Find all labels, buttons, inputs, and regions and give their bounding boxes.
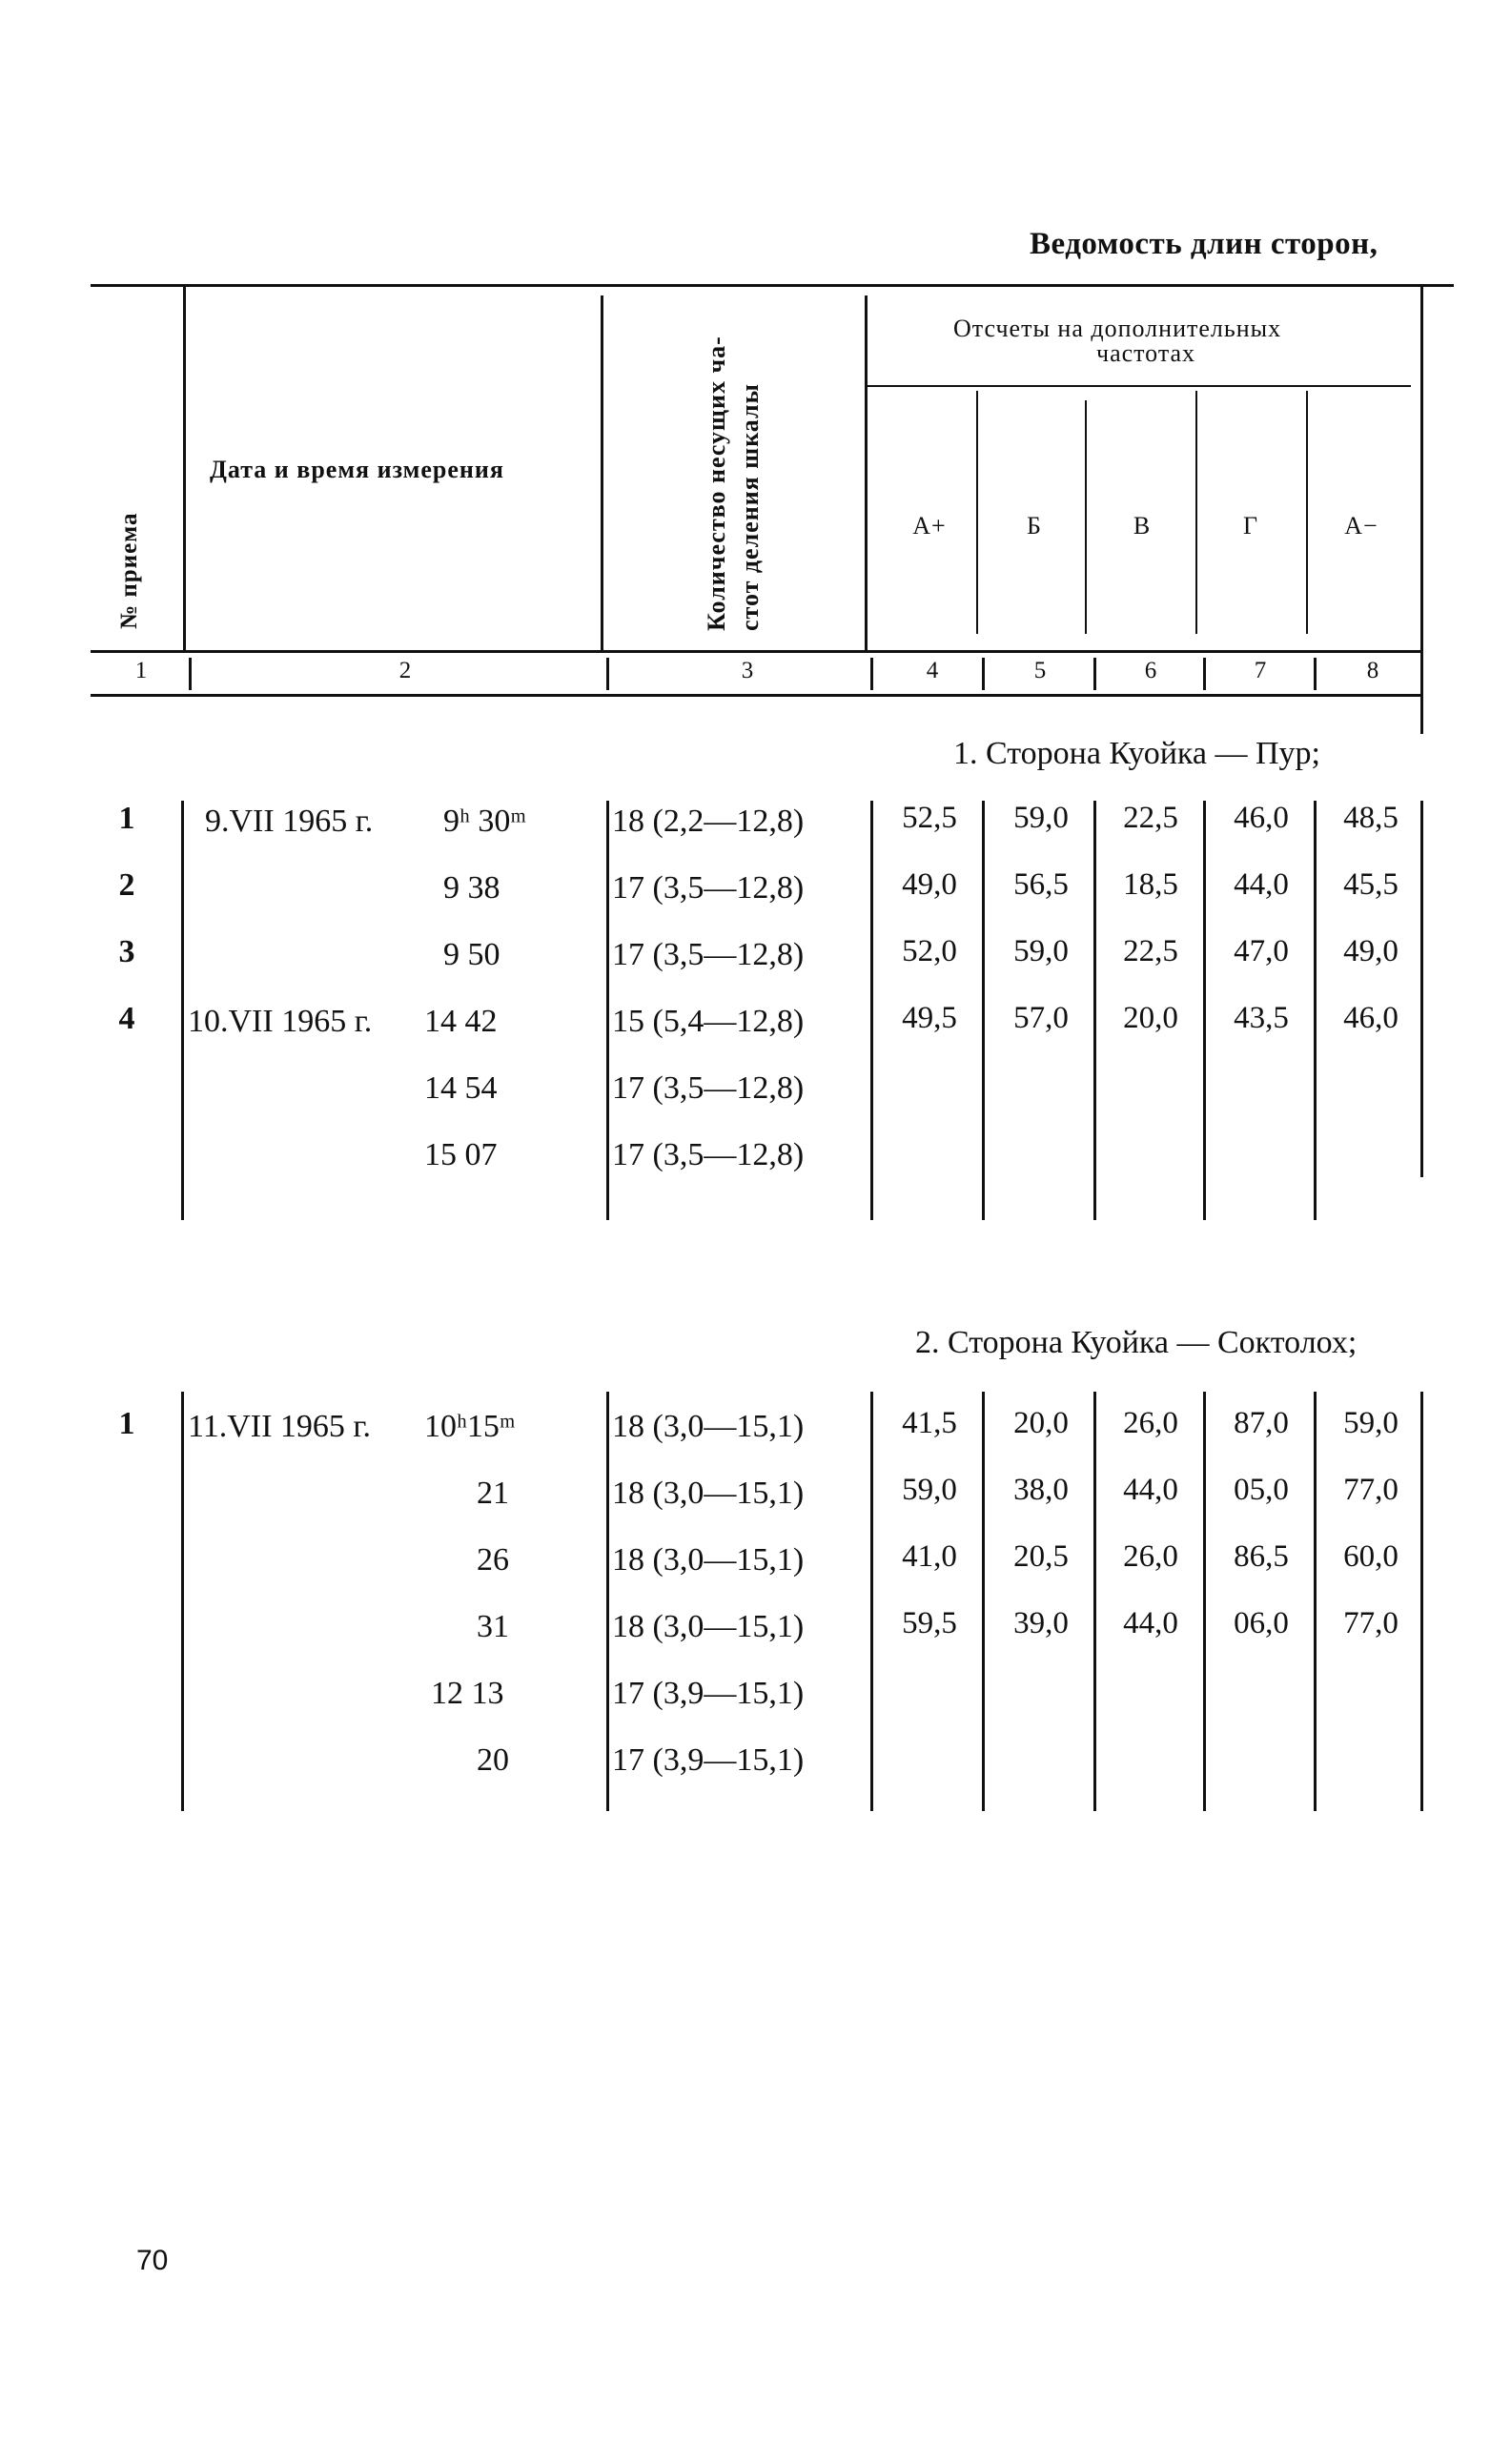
reading-g: 44,0 [1234, 867, 1289, 902]
receipt-number: 2 [118, 867, 135, 903]
reading-b: 59,0 [1013, 934, 1069, 968]
carrier-frequencies: 18 (3,0—15,1) [612, 1409, 805, 1444]
carrier-frequencies: 18 (3,0—15,1) [612, 1609, 805, 1644]
section-title: 2. Сторона Куойка — Соктолох; [915, 1325, 1358, 1360]
measurement-date: 9.VII 1965 г. [205, 804, 374, 839]
reading-b: 20,0 [1013, 1406, 1069, 1440]
header-a-plus: А+ [912, 512, 947, 540]
reading-v: 44,0 [1123, 1606, 1178, 1640]
reading-v: 22,5 [1123, 801, 1178, 835]
reading-a-plus: 49,5 [902, 1001, 957, 1035]
reading-v: 22,5 [1123, 934, 1178, 968]
reading-a-minus: 77,0 [1343, 1473, 1399, 1507]
reading-a-minus: 46,0 [1343, 1001, 1399, 1035]
column-number: 8 [1366, 658, 1379, 683]
page-number: 70 [136, 2245, 169, 2276]
measurement-time: 9ʰ 30ᵐ [443, 804, 527, 839]
header-carrier-count-line2: стот деления шкалы [736, 383, 764, 631]
header-carrier-count-line1: Количество несущих ча- [703, 336, 730, 631]
page-title: Ведомость длин сторон, [1030, 227, 1378, 261]
reading-a-plus: 52,5 [902, 801, 957, 835]
reading-a-plus: 59,0 [902, 1473, 957, 1507]
measurement-time: 15 07 [424, 1137, 498, 1172]
reading-a-plus: 41,0 [902, 1539, 957, 1574]
reading-g: 87,0 [1234, 1406, 1289, 1440]
header-v: В [1133, 512, 1152, 540]
reading-a-minus: 60,0 [1343, 1539, 1399, 1574]
receipt-number: 1 [118, 801, 135, 836]
measurement-time: 9 50 [443, 937, 500, 972]
reading-a-plus: 41,5 [902, 1406, 957, 1440]
reading-b: 38,0 [1013, 1473, 1069, 1507]
carrier-frequencies: 18 (2,2—12,8) [612, 804, 805, 839]
measurement-time: 20 [477, 1742, 509, 1778]
header-g: Г [1242, 512, 1259, 540]
header-a-minus: А− [1344, 512, 1378, 540]
column-number: 2 [398, 658, 412, 683]
carrier-frequencies: 17 (3,9—15,1) [612, 1676, 805, 1711]
carrier-frequencies: 17 (3,5—12,8) [612, 1070, 805, 1106]
measurement-time: 31 [477, 1609, 509, 1644]
measurement-time: 14 42 [424, 1004, 498, 1039]
reading-g: 05,0 [1234, 1473, 1289, 1507]
header-receipt-number: № приема [116, 512, 142, 629]
reading-b: 39,0 [1013, 1606, 1069, 1640]
reading-v: 18,5 [1123, 867, 1178, 902]
reading-a-minus: 45,5 [1343, 867, 1399, 902]
reading-g: 47,0 [1234, 934, 1289, 968]
column-number: 5 [1033, 658, 1047, 683]
receipt-number: 1 [118, 1406, 135, 1441]
reading-a-minus: 48,5 [1343, 801, 1399, 835]
header-group-readings-line2: частотах [1096, 339, 1196, 367]
column-number: 6 [1144, 658, 1157, 683]
column-number: 7 [1254, 658, 1267, 683]
reading-v: 20,0 [1123, 1001, 1178, 1035]
carrier-frequencies: 17 (3,5—12,8) [612, 1137, 805, 1172]
reading-v: 44,0 [1123, 1473, 1178, 1507]
measurement-time: 12 13 [431, 1676, 504, 1711]
reading-b: 57,0 [1013, 1001, 1069, 1035]
carrier-frequencies: 17 (3,5—12,8) [612, 870, 805, 906]
reading-a-minus: 77,0 [1343, 1606, 1399, 1640]
measurement-time: 26 [477, 1542, 509, 1578]
column-number: 3 [741, 658, 754, 683]
carrier-frequencies: 18 (3,0—15,1) [612, 1476, 805, 1511]
receipt-number: 4 [118, 1001, 135, 1036]
header-date-time: Дата и время измерения [210, 456, 504, 483]
reading-g: 06,0 [1234, 1606, 1289, 1640]
reading-b: 20,5 [1013, 1539, 1069, 1574]
reading-a-minus: 59,0 [1343, 1406, 1399, 1440]
column-number: 4 [926, 658, 939, 683]
reading-g: 46,0 [1234, 801, 1289, 835]
receipt-number: 3 [118, 934, 135, 969]
carrier-frequencies: 18 (3,0—15,1) [612, 1542, 805, 1578]
measurement-date: 11.VII 1965 г. [188, 1409, 372, 1444]
column-number: 1 [134, 658, 148, 683]
section-title: 1. Сторона Куойка — Пур; [953, 736, 1320, 771]
reading-b: 56,5 [1013, 867, 1069, 902]
measurement-time: 14 54 [424, 1070, 498, 1106]
reading-a-plus: 59,5 [902, 1606, 957, 1640]
reading-v: 26,0 [1123, 1539, 1178, 1574]
reading-a-plus: 49,0 [902, 867, 957, 902]
reading-a-plus: 52,0 [902, 934, 957, 968]
header-group-readings: Отсчеты на дополнительных [953, 315, 1282, 342]
measurement-time: 10ʰ15ᵐ [424, 1409, 516, 1444]
carrier-frequencies: 15 (5,4—12,8) [612, 1004, 805, 1039]
measurement-date: 10.VII 1965 г. [188, 1004, 373, 1039]
reading-g: 43,5 [1234, 1001, 1289, 1035]
measurement-time: 21 [477, 1476, 509, 1511]
reading-a-minus: 49,0 [1343, 934, 1399, 968]
reading-b: 59,0 [1013, 801, 1069, 835]
reading-v: 26,0 [1123, 1406, 1178, 1440]
measurement-time: 9 38 [443, 870, 500, 906]
header-b: Б [1027, 512, 1042, 540]
carrier-frequencies: 17 (3,5—12,8) [612, 937, 805, 972]
carrier-frequencies: 17 (3,9—15,1) [612, 1742, 805, 1778]
reading-g: 86,5 [1234, 1539, 1289, 1574]
